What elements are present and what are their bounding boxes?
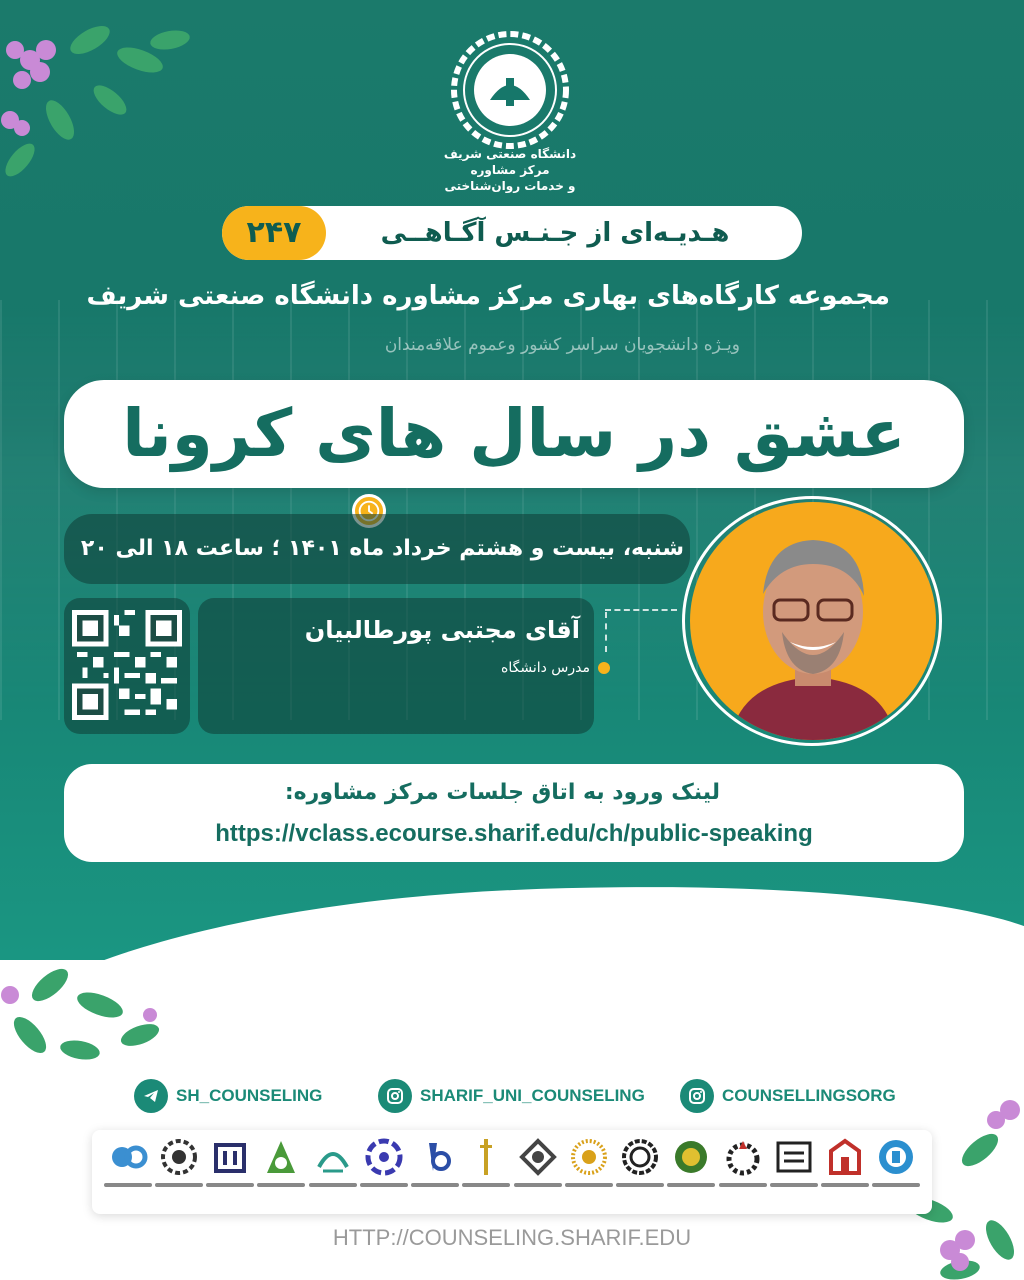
- series-number: ۲۴۷: [222, 206, 326, 260]
- speaker-name: آقای مجتبی پورطالبیان: [304, 616, 580, 644]
- partner-logos-strip: [92, 1130, 932, 1214]
- flower-decoration-top-left: [0, 10, 200, 190]
- telegram-icon: [134, 1079, 168, 1113]
- speaker-photo: [690, 502, 936, 740]
- instagram-icon: [378, 1079, 412, 1113]
- session-link-url[interactable]: https://vclass.ecourse.sharif.edu/ch/public-speaking: [215, 820, 813, 847]
- partner-logo: [666, 1137, 716, 1207]
- org-line-3: و خدمات روان‌شناختی: [444, 179, 576, 193]
- event-date-time: شنبه، بیست و هشتم خرداد ماه ۱۴۰۱ ؛ ساعت ۱۸ الی ۲۰: [80, 536, 684, 561]
- social-instagram-sharif[interactable]: [378, 1078, 645, 1114]
- partner-logo: [615, 1137, 665, 1207]
- event-title: عشق در سال های کرونا: [122, 395, 906, 472]
- social-instagram-counselling[interactable]: [680, 1078, 896, 1114]
- partner-logo: [461, 1137, 511, 1207]
- speaker-role: مدرس دانشگاه: [501, 660, 590, 676]
- social-label: COUNSELLINGSORG: [722, 1086, 896, 1105]
- partner-logo: [205, 1137, 255, 1207]
- bullet-dot: [598, 662, 610, 674]
- instagram-icon: [680, 1079, 714, 1113]
- organization-name: [400, 146, 620, 194]
- partner-logo: [513, 1137, 563, 1207]
- partner-logo: [359, 1137, 409, 1207]
- speaker-portrait-image: [690, 502, 936, 740]
- social-label: SH_COUNSELING: [176, 1086, 323, 1105]
- org-line-1: دانشگاه صنعتی شریف: [443, 147, 577, 161]
- partner-logo: [871, 1137, 921, 1207]
- partner-logo: [410, 1137, 460, 1207]
- org-line-2: مرکز مشاوره: [470, 163, 550, 177]
- session-link-label: لینک ورود به اتاق جلسات مرکز مشاوره:: [284, 780, 720, 805]
- connector-line: [605, 612, 607, 652]
- partner-logo: [769, 1137, 819, 1207]
- website-url[interactable]: HTTP://COUNSELING.SHARIF.EDU: [332, 1225, 692, 1250]
- flower-decoration-bottom-left: [0, 965, 170, 1075]
- qr-code[interactable]: [72, 610, 182, 720]
- partner-logo: [718, 1137, 768, 1207]
- workshop-series-title: مجموعه کارگاه‌های بهاری مرکز مشاوره دانشگاه صنعتی شریف: [86, 281, 890, 311]
- partner-logo: [308, 1137, 358, 1207]
- connector-line-horizontal: [605, 609, 677, 611]
- partner-logo: [103, 1137, 153, 1207]
- partner-logo: [820, 1137, 870, 1207]
- social-telegram[interactable]: [134, 1078, 322, 1114]
- partner-logo: [256, 1137, 306, 1207]
- social-label: SHARIF_UNI_COUNSELING: [420, 1086, 645, 1105]
- series-tagline: هـدیـه‌ای از جـنـس آگـاهــی: [380, 218, 730, 248]
- sharif-university-logo: [450, 30, 570, 150]
- partner-logo: [154, 1137, 204, 1207]
- audience-note: ویـژه دانشجویان سراسر کشور وعموم علاقه‌مندان: [384, 335, 740, 355]
- partner-logo: [564, 1137, 614, 1207]
